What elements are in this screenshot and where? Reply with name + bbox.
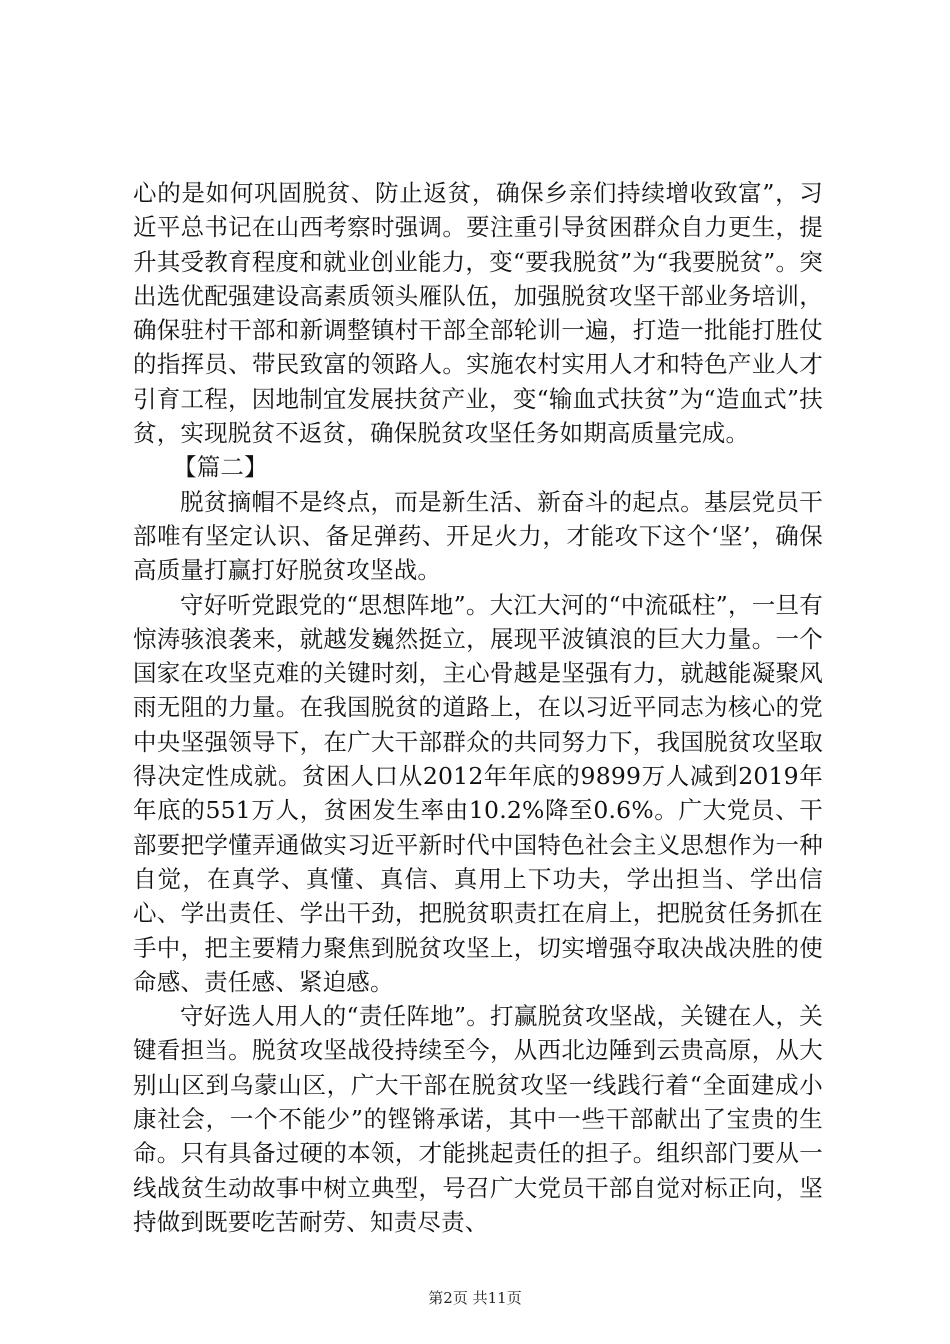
page-number-footer: 第2页 共11页 (428, 1289, 522, 1307)
paragraph-ideology-front: 守好听党跟党的“思想阵地”。大江大河的“中流砥柱”，一旦有惊涛骇浪袭来，就越发巍然挺立，展现平波镇浪的巨大力量。一个国家在攻坚克难的关键时刻，主心骨越是坚强有力，就越能凝聚风雨无阻的力量。在我国脱贫的道路上，在以习近平同志为核心的党中央坚强领导下，在广大干部群众的共同努力下，我国脱贫攻坚取得决定性成就。贫困人口从2012年年底的9899万人减到2019年年底的551万人，贫困发生率由10.2%降至0.6%。广大党员、干部要把学懂弄通做实习近平新时代中国特色社会主义思想作为一种自觉，在真学、真懂、真信、真用上下功夫，学出担当、学出信心、学出责任、学出干劲，把脱贫职责扛在肩上，把脱贫任务抓在手中，把主要精力聚焦到脱贫攻坚上，切实增强夺取决战决胜的使命感、责任感、紧迫感。 (133, 590, 823, 996)
document-body (133, 176, 823, 1239)
paragraph-responsibility-front: 守好选人用人的“责任阵地”。打赢脱贫攻坚战，关键在人，关键看担当。脱贫攻坚战役持续至今，从西北边陲到云贵高原，从大别山区到乌蒙山区，广大干部在脱贫攻坚一线践行着“全面建成小康社会，一个不能少”的铿锵承诺，其中一些干部献出了宝贵的生命。只有具备过硬的本领，才能挑起责任的担子。组织部门要从一线战贫生动故事中树立典型，号召广大党员干部自觉对标正向，坚持做到既要吃苦耐劳、知责尽责、 (133, 1002, 823, 1236)
paragraph-intro: 脱贫摘帽不是终点，而是新生活、新奋斗的起点。基层党员干部唯有坚定认识、备足弹药、开足火力，才能攻下这个‘坚’，确保高质量打赢打好脱贫攻坚战。 (133, 487, 823, 585)
paragraph-continuation: 心的是如何巩固脱贫、防止返贫，确保乡亲们持续增收致富”，习近平总书记在山西考察时强调。要注重引导贫困群众自力更生，提升其受教育程度和就业创业能力，变“要我脱贫”为“我要脱贫”。突出选优配强建设高素质领头雁队伍，加强脱贫攻坚干部业务培训，确保驻村干部和新调整镇村干部全部轮训一遍，打造一批能打胜仗的指挥员、带民致富的领路人。实施农村实用人才和特色产业人才引育工程，因地制宜发展扶贫产业，变“输血式扶贫”为“造血式”扶贫，实现脱贫不返贫，确保脱贫攻坚任务如期高质量完成。 (133, 179, 823, 448)
section-heading: 【篇二】 (173, 453, 268, 482)
